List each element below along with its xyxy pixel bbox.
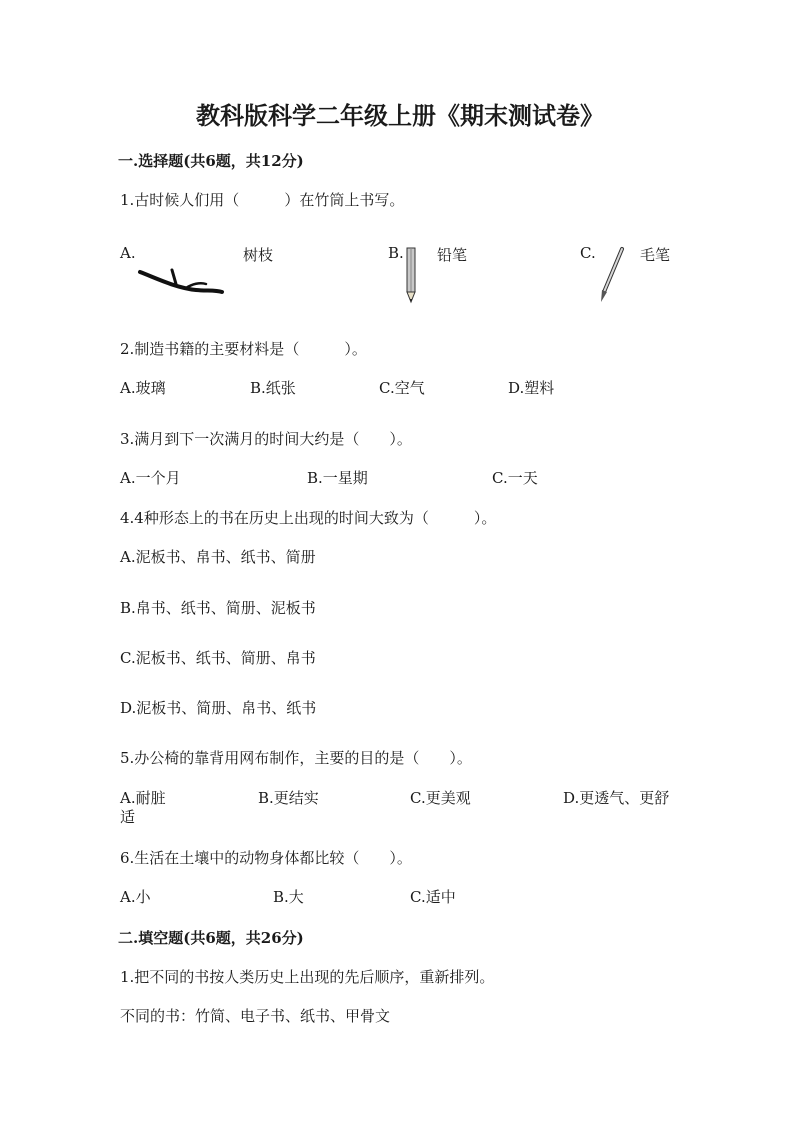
- q2-option-b: B.纸张: [250, 379, 296, 397]
- q6-option-c: C.适中: [410, 888, 456, 906]
- page-title: 教科版科学二年级上册《期末测试卷》: [196, 101, 604, 130]
- q3-option-b: B.一星期: [307, 469, 368, 487]
- question-4: 4.4种形态上的书在历史上出现的时间大致为（ ）。: [120, 509, 497, 527]
- q1-option-c-letter: C.: [580, 244, 596, 262]
- q5-option-c: C.更美观: [410, 789, 471, 807]
- q1-option-b-letter: B.: [388, 244, 404, 262]
- q2-option-d: D.塑料: [508, 379, 555, 397]
- brush-icon: [594, 246, 628, 304]
- fill-question-1-items: 不同的书：竹简、电子书、纸书、甲骨文: [120, 1007, 391, 1025]
- q4-option-b: B.帛书、纸书、简册、泥板书: [120, 599, 316, 617]
- fill-question-1: 1.把不同的书按人类历史上出现的先后顺序，重新排列。: [120, 968, 495, 986]
- q4-option-c: C.泥板书、纸书、简册、帛书: [120, 649, 316, 667]
- q3-option-a: A.一个月: [120, 469, 181, 487]
- section-1-heading: 一.选择题(共6题，共12分): [118, 152, 304, 170]
- q1-option-a-letter: A.: [120, 244, 136, 262]
- twig-icon: [136, 266, 226, 300]
- q2-option-a: A.玻璃: [120, 379, 166, 397]
- q5-option-b: B.更结实: [258, 789, 319, 807]
- question-3: 3.满月到下一次满月的时间大约是（ ）。: [120, 430, 412, 448]
- q6-option-b: B.大: [273, 888, 304, 906]
- q5-option-d: D.更透气、更舒: [563, 789, 670, 807]
- q3-option-c: C.一天: [492, 469, 538, 487]
- question-2: 2.制造书籍的主要材料是（ ）。: [120, 340, 367, 358]
- q5-option-a: A.耐脏: [120, 789, 166, 807]
- question-1: 1.古时候人们用（ ）在竹筒上书写。: [120, 191, 405, 209]
- pencil-icon: [404, 246, 418, 304]
- q4-option-d: D.泥板书、简册、帛书、纸书: [120, 699, 317, 717]
- question-5: 5.办公椅的靠背用网布制作，主要的目的是（ ）。: [120, 749, 472, 767]
- q4-option-a: A.泥板书、帛书、纸书、简册: [120, 548, 316, 566]
- q2-option-c: C.空气: [379, 379, 425, 397]
- question-6: 6.生活在土壤中的动物身体都比较（ ）。: [120, 849, 412, 867]
- q1-option-a-label: 树枝: [243, 246, 274, 264]
- q1-option-c-label: 毛笔: [640, 246, 671, 264]
- q1-option-b-label: 铅笔: [437, 246, 468, 264]
- q6-option-a: A.小: [120, 888, 151, 906]
- q5-option-d-wrap: 适: [120, 808, 136, 826]
- section-2-heading: 二.填空题(共6题，共26分): [118, 929, 304, 947]
